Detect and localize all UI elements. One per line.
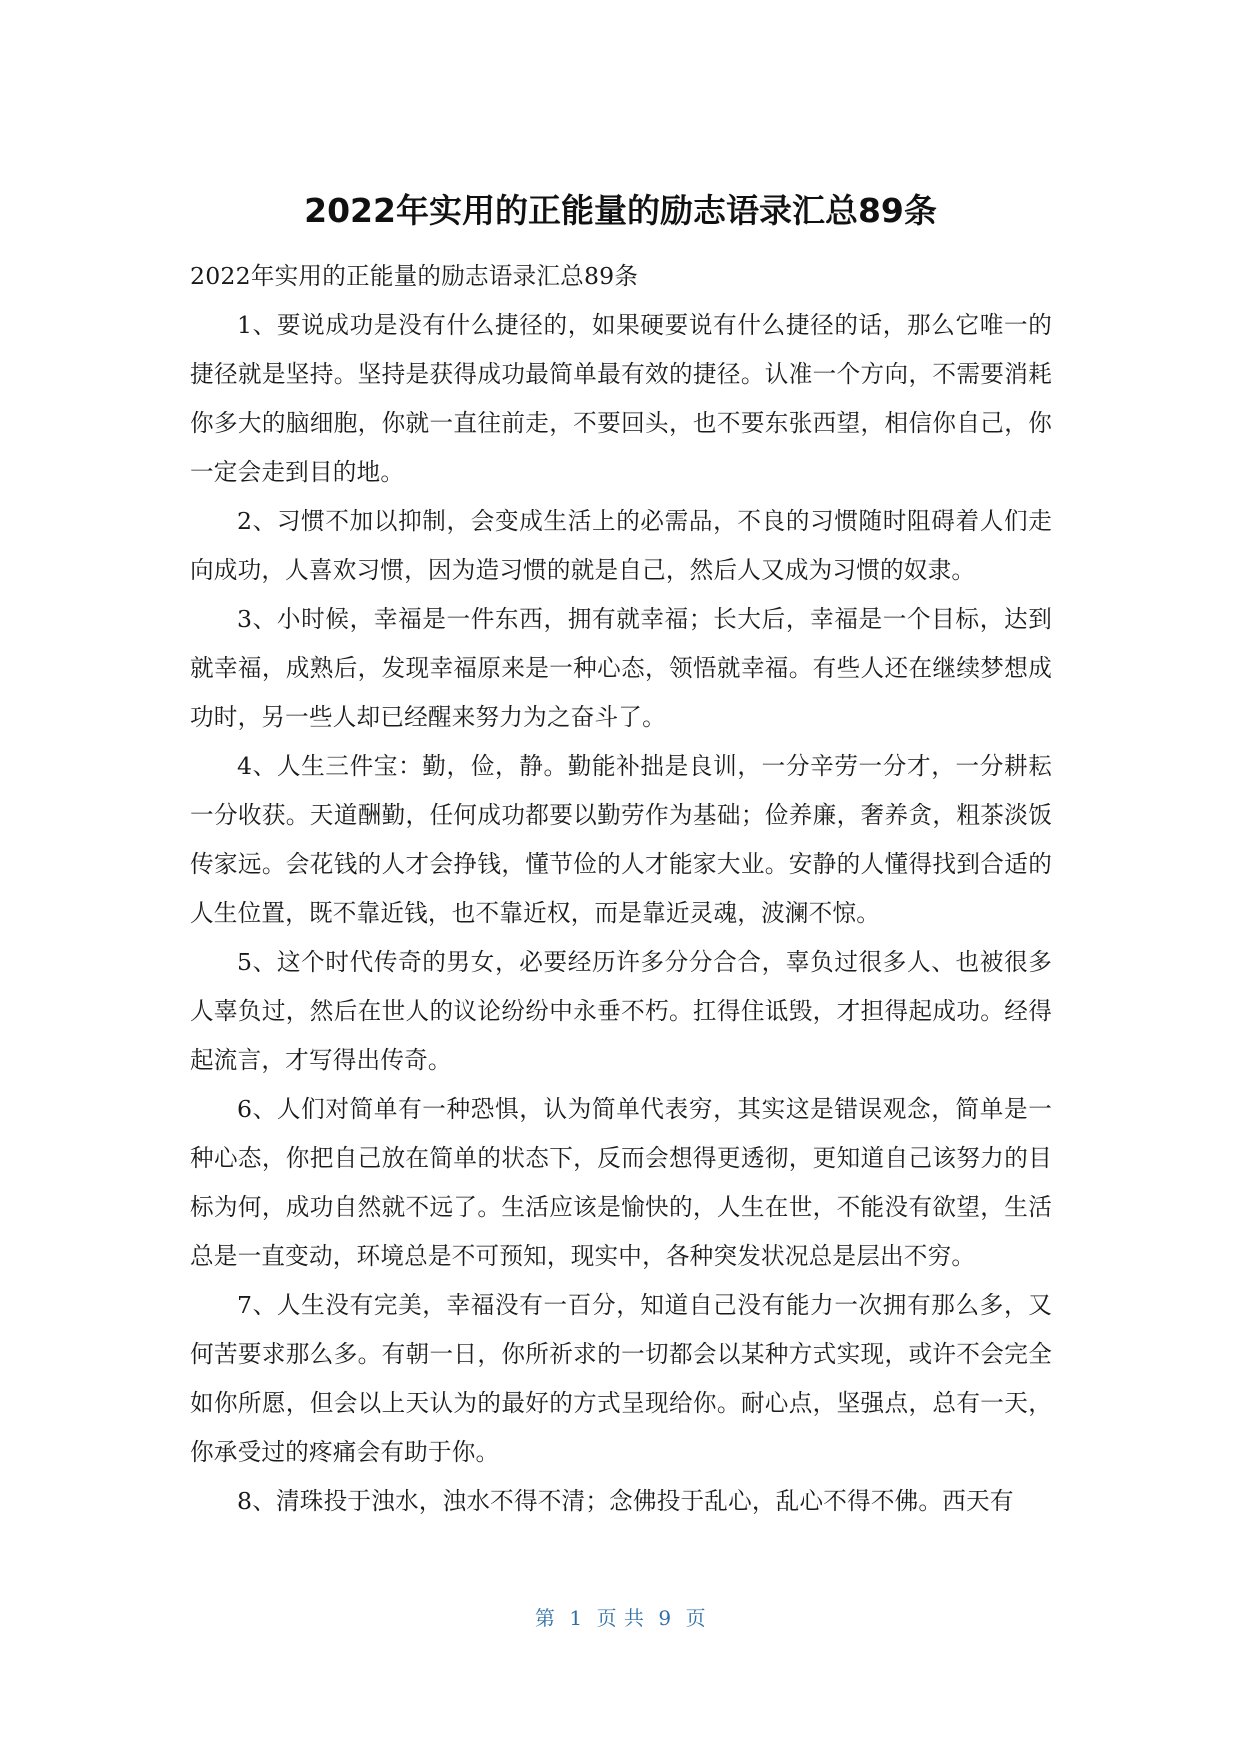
paragraph-3: 3、小时候，幸福是一件东西，拥有就幸福；长大后，幸福是一个目标，达到就幸福，成熟后，发现幸福原来是一种心态，领悟就幸福。有些人还在继续梦想成功时，另一些人却已经醒来努力为之奋斗了。	[190, 605, 1052, 731]
document-title: 2022年实用的正能量的励志语录汇总89条	[304, 191, 937, 230]
paragraph-6: 6、人们对简单有一种恐惧，认为简单代表穷，其实这是错误观念，简单是一种心态，你把自己放在简单的状态下，反而会想得更透彻，更知道自己该努力的目标为何，成功自然就不远了。生活应该是愉快的，人生在世，不能没有欲望，生活总是一直变动，环境总是不可预知，现实中，各种突发状况总是层出不穷。	[190, 1095, 1052, 1270]
footer-label-total: 页 共	[596, 1606, 645, 1630]
document-body	[190, 252, 1052, 1526]
document-subtitle: 2022年实用的正能量的励志语录汇总89条	[190, 262, 639, 290]
footer-total-pages: 9	[658, 1606, 672, 1630]
paragraph-2: 2、习惯不加以抑制，会变成生活上的必需品，不良的习惯随时阻碍着人们走向成功，人喜欢习惯，因为造习惯的就是自己，然后人又成为习惯的奴隶。	[190, 507, 1052, 584]
footer-label-page: 第	[534, 1606, 556, 1630]
paragraph-1: 1、要说成功是没有什么捷径的，如果硬要说有什么捷径的话，那么它唯一的捷径就是坚持。坚持是获得成功最简单最有效的捷径。认准一个方向，不需要消耗你多大的脑细胞，你就一直往前走，不要回头，也不要东张西望，相信你自己，你一定会走到目的地。	[190, 311, 1052, 486]
page-footer	[0, 1602, 1241, 1631]
paragraph-8: 8、清珠投于浊水，浊水不得不清；念佛投于乱心，乱心不得不佛。西天有	[237, 1487, 1014, 1515]
footer-label-end: 页	[685, 1606, 707, 1630]
paragraph-5: 5、这个时代传奇的男女，必要经历许多分分合合，辜负过很多人、也被很多人辜负过，然后在世人的议论纷纷中永垂不朽。扛得住诋毁，才担得起成功。经得起流言，才写得出传奇。	[190, 948, 1052, 1074]
footer-current-page: 1	[569, 1606, 583, 1630]
paragraph-4: 4、人生三件宝：勤，俭，静。勤能补拙是良训，一分辛劳一分才，一分耕耘一分收获。天道酬勤，任何成功都要以勤劳作为基础；俭养廉，奢养贪，粗茶淡饭传家远。会花钱的人才会挣钱，懂节俭的人才能家大业。安静的人懂得找到合适的人生位置，既不靠近钱，也不靠近权，而是靠近灵魂，波澜不惊。	[190, 752, 1052, 927]
paragraph-7: 7、人生没有完美，幸福没有一百分，知道自己没有能力一次拥有那么多，又何苦要求那么多。有朝一日，你所祈求的一切都会以某种方式实现，或许不会完全如你所愿，但会以上天认为的最好的方式呈现给你。耐心点，坚强点，总有一天，你承受过的疼痛会有助于你。	[190, 1291, 1052, 1466]
